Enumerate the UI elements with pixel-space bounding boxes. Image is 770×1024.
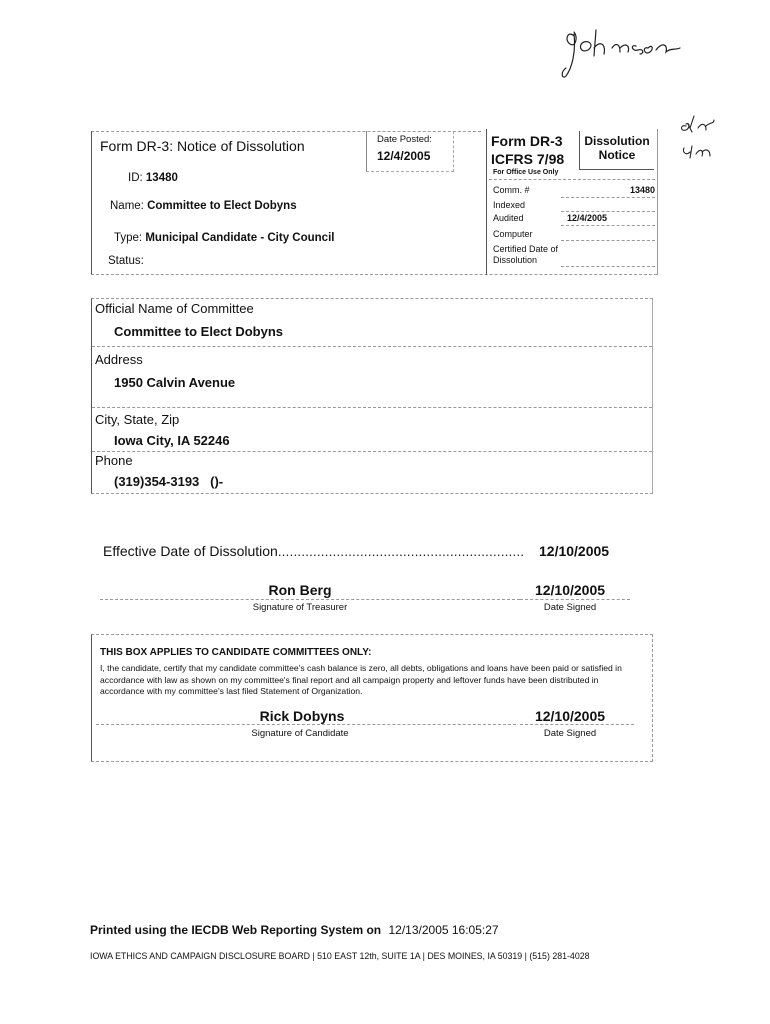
for-office-use-label: For Office Use Only <box>493 169 559 176</box>
handwritten-initials-2 <box>678 140 714 162</box>
audited-label: Audited <box>493 213 524 223</box>
type-label: Type: <box>114 232 143 244</box>
certified-rule <box>561 266 655 267</box>
notice-line-2: Notice <box>598 148 636 162</box>
status-label: Status: <box>108 255 144 267</box>
audited-rule <box>561 225 655 226</box>
board-address-line: IOWA ETHICS AND CAMPAIGN DISCLOSURE BOARD | 510 EAST 12th, SUITE 1A | DES MOINES, IA 50319 | (515) 281-4028 <box>90 951 590 961</box>
id-value: 13480 <box>145 172 178 184</box>
certified-label-1: Certified Date of <box>493 244 559 254</box>
id-row <box>128 172 178 184</box>
handwritten-signature <box>560 22 690 82</box>
computer-rule <box>561 240 655 241</box>
office-use-block <box>486 129 658 275</box>
computer-label: Computer <box>493 229 533 239</box>
candidate-box-heading: THIS BOX APPLIES TO CANDIDATE COMMITTEES ONLY: <box>100 647 372 658</box>
type-row <box>114 232 334 244</box>
phone-value: (319)354-3193 ()- <box>114 474 224 489</box>
audited-value: 12/4/2005 <box>567 213 608 223</box>
treasurer-date: 12/10/2005 <box>534 582 606 598</box>
city-state-zip-label: City, State, Zip <box>95 412 180 427</box>
comm-label: Comm. # <box>493 185 530 195</box>
official-name-value: Committee to Elect Dobyns <box>114 324 284 339</box>
official-name-rule <box>92 346 652 347</box>
phone-label: Phone <box>95 453 133 468</box>
comm-rule <box>561 197 655 198</box>
name-value: Committee to Elect Dobyns <box>147 200 297 212</box>
official-name-label: Official Name of Committee <box>95 301 254 316</box>
name-row <box>110 200 297 212</box>
candidate-caption: Signature of Candidate <box>251 728 349 739</box>
address-rule <box>92 407 652 408</box>
date-posted-value: 12/4/2005 <box>377 149 431 163</box>
printed-label: Printed using the IECDB Web Reporting System on <box>90 923 382 937</box>
dissolution-notice-box <box>579 131 654 170</box>
committee-block <box>91 298 653 494</box>
comm-value: 13480 <box>629 185 655 195</box>
printed-line <box>90 923 499 937</box>
treasurer-date-caption: Date Signed <box>543 602 597 613</box>
effective-date-value: 12/10/2005 <box>539 543 610 559</box>
date-posted-box <box>366 131 454 172</box>
candidate-signature-line <box>96 724 516 725</box>
header-left-border <box>91 131 92 275</box>
name-label: Name: <box>110 200 144 212</box>
effective-date-row <box>103 543 524 559</box>
candidate-box <box>91 634 653 762</box>
treasurer-signature-line <box>100 599 520 600</box>
indexed-rule <box>561 211 655 212</box>
candidate-box-text: I, the candidate, certify that my candidate committee's cash balance is zero, all debts, obligations and loans have been paid or satisfied in accordance with law as shown on my committee's final report and all campaign property and leftover funds have been distributed in accordance with my committee's last filed Statement of Organization. <box>100 663 622 696</box>
treasurer-date-line <box>520 599 630 600</box>
printed-timestamp: 12/13/2005 16:05:27 <box>388 923 499 937</box>
candidate-name: Rick Dobyns <box>259 708 345 724</box>
certified-label-2: Dissolution <box>493 255 538 265</box>
type-value: Municipal Candidate - City Council <box>145 232 335 244</box>
effective-date-label: Effective Date of Dissolution <box>103 543 278 559</box>
status-row <box>108 255 144 267</box>
form-revision: ICFRS 7/98 <box>491 151 565 167</box>
address-value: 1950 Calvin Avenue <box>114 375 236 390</box>
notice-line-1: Dissolution <box>584 134 650 148</box>
address-label: Address <box>95 352 143 367</box>
handwritten-initials-1 <box>676 112 716 136</box>
indexed-label: Indexed <box>493 200 526 210</box>
form-code: Form DR-3 <box>491 133 563 149</box>
office-rule-1 <box>489 179 655 180</box>
candidate-date-caption: Date Signed <box>543 728 597 739</box>
candidate-date: 12/10/2005 <box>534 708 606 724</box>
id-label: ID: <box>128 172 143 184</box>
city-state-zip-value: Iowa City, IA 52246 <box>114 433 230 448</box>
city-state-zip-rule <box>92 451 652 452</box>
date-posted-label: Date Posted: <box>377 134 432 145</box>
treasurer-caption: Signature of Treasurer <box>252 602 348 613</box>
candidate-date-line <box>520 724 634 725</box>
form-title: Form DR-3: Notice of Dissolution <box>100 138 305 154</box>
effective-date-leader: ............................................................... <box>277 544 525 559</box>
treasurer-name: Ron Berg <box>268 582 332 598</box>
